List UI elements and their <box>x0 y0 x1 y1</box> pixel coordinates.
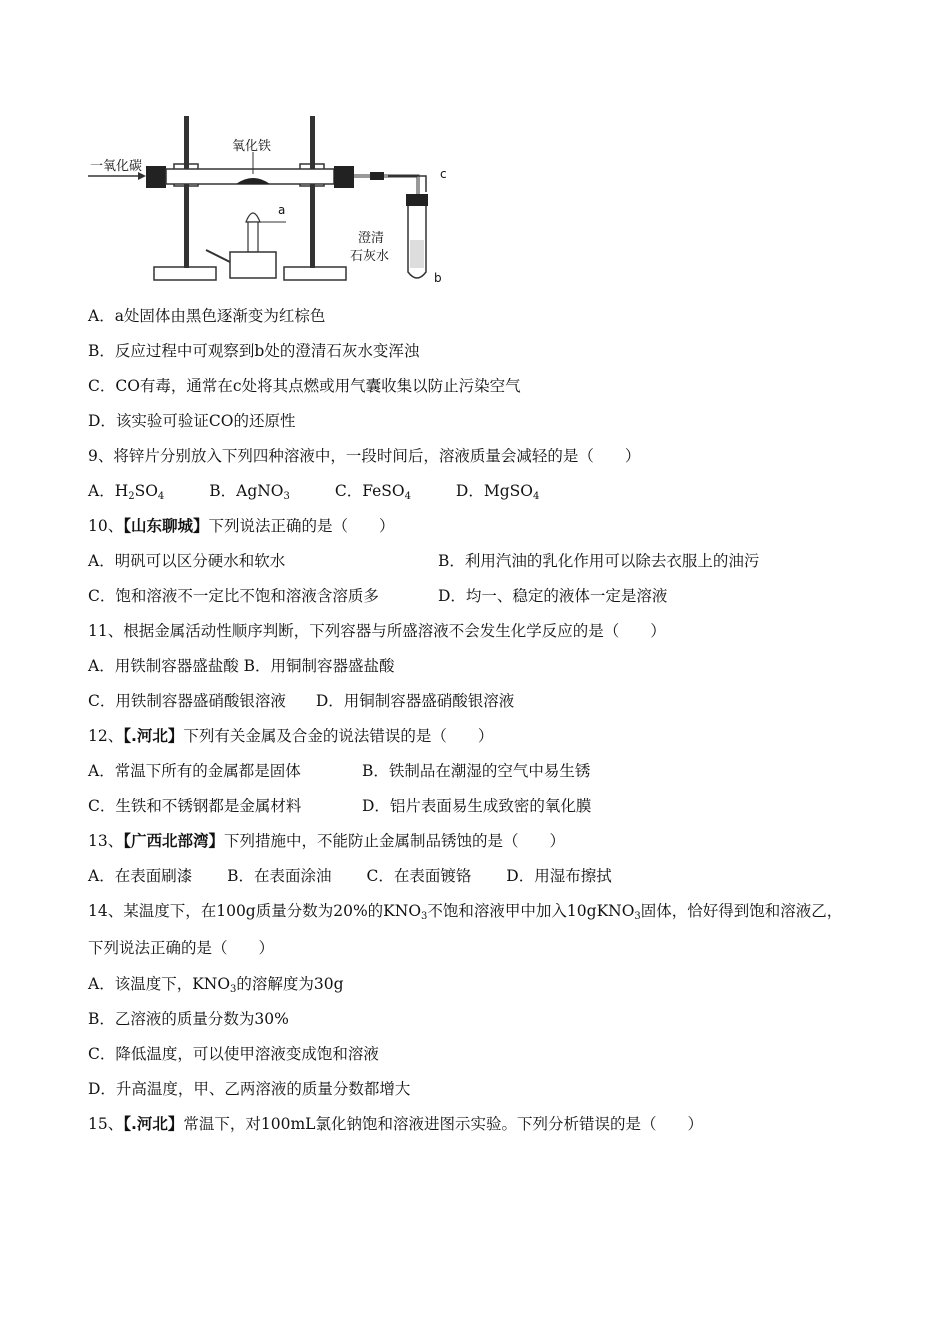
q9-options <box>88 481 539 507</box>
q10-source-tag: 【山东聊城】 <box>123 517 209 535</box>
q9-stem: 9、将锌片分别放入下列四种溶液中，一段时间后，溶液质量会减轻的是（ ） <box>88 447 641 465</box>
limewater-label-2: 石灰水 <box>350 249 390 264</box>
outlet-branch-c <box>388 176 426 192</box>
rubber-joint <box>370 172 384 180</box>
q15-stem: 15、【.河北】常温下，对100mL氯化钠饱和溶液进图示实验。下列分析错误的是（ ） <box>88 1115 703 1133</box>
q8-option-a: A．a处固体由黑色逐渐变为红棕色 <box>88 307 326 325</box>
q14-option-d: D．升高温度，甲、乙两溶液的质量分数都增大 <box>88 1080 411 1098</box>
q11-option-d: D．用铜制容器盛硝酸银溶液 <box>315 692 515 710</box>
q14-stem-line2: 下列说法正确的是（ ） <box>88 939 275 957</box>
q11-options-cd <box>88 691 514 711</box>
fe2o3-label: 氧化铁 <box>232 139 272 154</box>
q8-option-b: B．反应过程中可观察到b处的澄清石灰水变浑浊 <box>88 342 420 360</box>
stand-rod-left <box>184 116 189 268</box>
q8-option-c: C．CO有毒，通常在c处将其点燃或用气囊收集以防止污染空气 <box>88 377 521 395</box>
q12-option-c: C．生铁和不锈钢都是金属材料 <box>88 797 302 815</box>
limewater <box>410 240 424 268</box>
q10-option-b: B．利用汽油的乳化作用可以除去衣服上的油污 <box>438 552 760 570</box>
q9-option-a: A．$H_2SO_4$ <box>88 482 165 502</box>
q9-option-b: B．AgNO$_3$ <box>209 482 290 502</box>
q13-stem: 13、【广西北部湾】下列措施中，不能防止金属制品锈蚀的是（ ） <box>88 832 566 850</box>
q14-option-b: B．乙溶液的质量分数为30% <box>88 1010 289 1028</box>
q13-option-d: D．用湿布擦拭 <box>506 867 612 885</box>
stand-base-left <box>154 267 216 280</box>
lamp-body <box>230 252 276 278</box>
q8-option-d: D．该实验可验证CO的还原性 <box>88 412 296 430</box>
q10-stem: 10、【山东聊城】下列说法正确的是（ ） <box>88 517 395 535</box>
q9-option-d: D．MgSO$_4$ <box>455 482 540 502</box>
q11-option-c: C．用铁制容器盛硝酸银溶液 <box>88 692 286 710</box>
q15-source-tag: 【.河北】 <box>123 1115 184 1133</box>
limewater-label-1: 澄清 <box>358 231 385 246</box>
q14-option-a: A．该温度下，$KNO_3$的溶解度为30g <box>88 975 344 995</box>
label-c: c <box>440 167 447 181</box>
gas-inlet <box>206 250 230 262</box>
co-label: 一氧化碳 <box>90 159 143 174</box>
q13-source-tag: 【广西北部湾】 <box>123 832 224 850</box>
flame <box>246 213 260 222</box>
test-tube-stopper <box>406 194 428 206</box>
stand-rod-right <box>310 116 315 268</box>
q12-option-a: A．常温下所有的金属都是固体 <box>88 762 301 780</box>
q12-option-d: D．铝片表面易生成致密的氧化膜 <box>362 797 592 815</box>
q14-option-c: C．降低温度，可以使甲溶液变成饱和溶液 <box>88 1045 379 1063</box>
stopper-right <box>334 166 354 188</box>
q12-stem: 12、【.河北】下列有关金属及合金的说法错误的是（ ） <box>88 727 494 745</box>
stand-base-right <box>284 267 346 280</box>
q12-source-tag: 【.河北】 <box>123 727 184 745</box>
label-a: a <box>278 203 286 217</box>
label-b: b <box>434 271 442 285</box>
burner-tube <box>248 222 258 252</box>
q13-option-a: A．在表面刷漆 <box>88 867 193 885</box>
q10-option-d: D．均一、稳定的液体一定是溶液 <box>438 587 668 605</box>
q12-option-b: B．铁制品在潮湿的空气中易生锈 <box>362 762 591 780</box>
q13-option-c: C．在表面镀铬 <box>366 867 472 885</box>
stopper-left <box>146 166 166 188</box>
q11-options-ab: A．用铁制容器盛盐酸 B．用铜制容器盛盐酸 <box>88 657 395 675</box>
q9-option-c: C．FeSO$_4$ <box>334 482 411 502</box>
q13-option-b: B．在表面涂油 <box>227 867 332 885</box>
q14-stem-line1: 14、某温度下，在100g质量分数为20%的$KNO_3$不饱和溶液甲中加入10gKNO$_3$固体，恰好得到饱和溶液乙， <box>88 902 843 922</box>
q11-stem: 11、根据金属活动性顺序判断，下列容器与所盛溶液不会发生化学反应的是（ ） <box>88 622 666 640</box>
q10-option-a: A．明矾可以区分硬水和软水 <box>88 552 286 570</box>
co-reduction-apparatus-diagram <box>88 112 468 290</box>
q13-options <box>88 866 612 886</box>
q10-option-c: C．饱和溶液不一定比不饱和溶液含溶质多 <box>88 587 379 605</box>
